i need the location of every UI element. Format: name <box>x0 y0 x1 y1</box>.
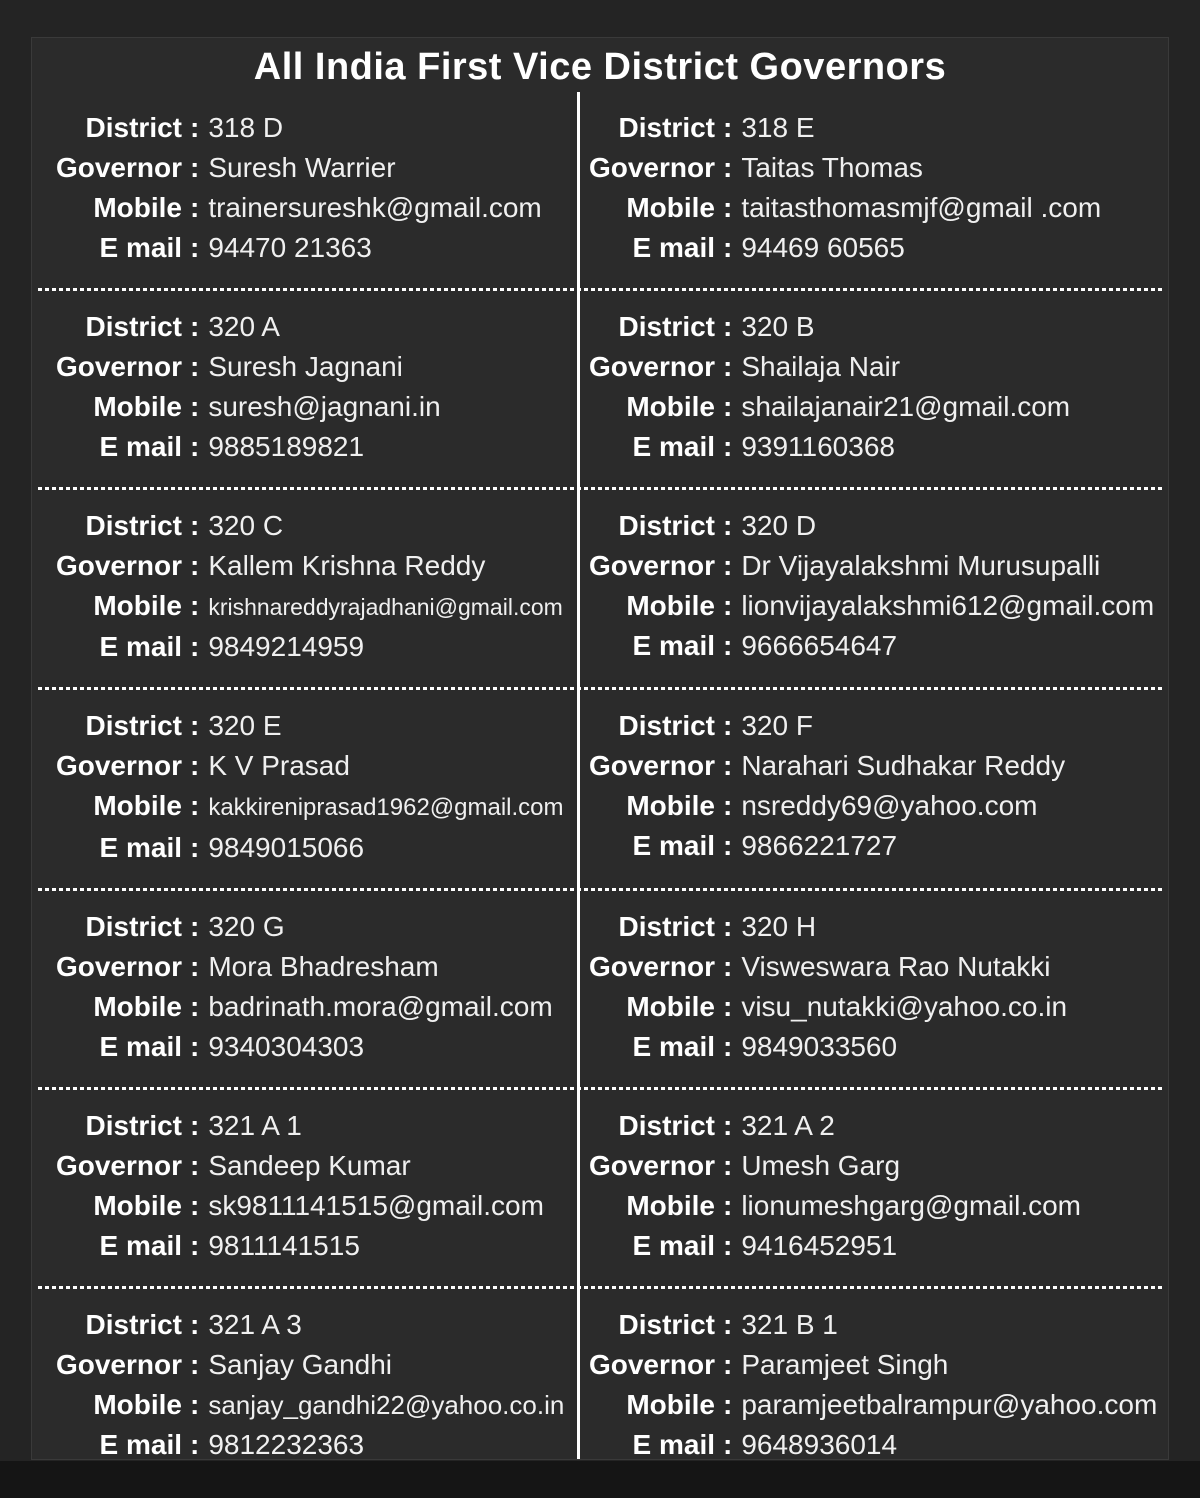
field-line-email <box>587 1425 1162 1460</box>
separator: : <box>723 510 733 541</box>
field-line-mobile <box>32 188 565 228</box>
governor-card-318d <box>32 108 577 268</box>
field-line-email <box>32 427 565 467</box>
separator: : <box>723 1110 733 1141</box>
separator: : <box>190 510 200 541</box>
governor-card-318e <box>577 108 1168 268</box>
separator: : <box>723 1031 733 1062</box>
separator: : <box>723 192 733 223</box>
separator: : <box>190 790 200 821</box>
separator: : <box>723 311 733 342</box>
district-value: 320 H <box>741 911 817 942</box>
field-line-email <box>587 626 1162 666</box>
separator: : <box>190 1389 200 1420</box>
separator: : <box>723 112 733 143</box>
separator: : <box>723 1429 733 1460</box>
email-label: E mail <box>99 1429 182 1460</box>
governor-label: Governor <box>55 152 182 183</box>
district-label: District <box>618 311 715 342</box>
field-line-mobile <box>587 188 1162 228</box>
mobile-value: badrinath.mora@gmail.com <box>208 991 553 1022</box>
governor-value: Visweswara Rao Nutakki <box>741 951 1051 982</box>
field-line-mobile <box>32 1385 565 1425</box>
field-line-governor <box>587 546 1162 586</box>
district-value: 318 E <box>741 112 815 143</box>
field-line-mobile <box>587 387 1162 427</box>
governor-value: Mora Bhadresham <box>208 951 439 982</box>
field-line-district <box>32 706 565 746</box>
email-value: 9849015066 <box>208 832 365 863</box>
mobile-value: lionumeshgarg@gmail.com <box>741 1190 1082 1221</box>
governor-card-321a2 <box>577 1106 1168 1266</box>
separator: : <box>723 710 733 741</box>
district-value: 318 D <box>208 112 284 143</box>
separator: : <box>723 1309 733 1340</box>
separator: : <box>723 1190 733 1221</box>
separator: : <box>190 431 200 462</box>
district-label: District <box>618 1309 715 1340</box>
email-value: 9666654647 <box>741 630 898 661</box>
field-line-email <box>32 1027 565 1067</box>
district-value: 321 B 1 <box>741 1309 838 1340</box>
separator: : <box>190 1031 200 1062</box>
mobile-value: sanjay_gandhi22@yahoo.co.in <box>208 1390 565 1420</box>
field-line-governor <box>587 947 1162 987</box>
separator: : <box>723 431 733 462</box>
email-label: E mail <box>99 631 182 662</box>
district-value: 321 A 3 <box>208 1309 302 1340</box>
separator: : <box>723 750 733 781</box>
separator: : <box>190 832 200 863</box>
email-label: E mail <box>99 1230 182 1261</box>
separator: : <box>190 391 200 422</box>
district-value: 320 F <box>741 710 813 741</box>
district-value: 320 A <box>208 311 280 342</box>
district-label: District <box>618 112 715 143</box>
governor-card-320g <box>32 907 577 1067</box>
mobile-value: shailajanair21@gmail.com <box>741 391 1071 422</box>
governor-value: Narahari Sudhakar Reddy <box>741 750 1066 781</box>
field-line-mobile <box>587 586 1162 626</box>
separator: : <box>190 1349 200 1380</box>
mobile-value: visu_nutakki@yahoo.co.in <box>741 991 1068 1022</box>
governor-label: Governor <box>55 951 182 982</box>
mobile-label: Mobile <box>93 192 182 223</box>
district-value: 320 E <box>208 710 282 741</box>
governor-label: Governor <box>55 1150 182 1181</box>
field-line-email <box>32 627 565 667</box>
email-value: 9849214959 <box>208 631 365 662</box>
email-value: 9391160368 <box>741 431 895 462</box>
separator: : <box>190 1110 200 1141</box>
email-label: E mail <box>632 232 715 263</box>
governor-card-320b <box>577 307 1168 467</box>
mobile-label: Mobile <box>93 1389 182 1420</box>
separator: : <box>723 351 733 382</box>
separator: : <box>190 590 200 621</box>
field-line-mobile <box>587 786 1162 826</box>
field-line-email <box>32 228 565 268</box>
field-line-district <box>32 907 565 947</box>
governor-label: Governor <box>588 750 715 781</box>
separator: : <box>723 232 733 263</box>
mobile-label: Mobile <box>626 590 715 621</box>
governors-row <box>32 690 1168 888</box>
mobile-value: taitasthomasmjf@gmail .com <box>741 192 1102 223</box>
governor-label: Governor <box>588 1349 715 1380</box>
field-line-email <box>587 1226 1162 1266</box>
governor-label: Governor <box>55 351 182 382</box>
governors-row <box>32 1289 1168 1460</box>
separator: : <box>190 750 200 781</box>
field-line-district <box>587 307 1162 347</box>
email-value: 9885189821 <box>208 431 365 462</box>
email-label: E mail <box>99 431 182 462</box>
separator: : <box>190 311 200 342</box>
district-value: 321 A 1 <box>208 1110 302 1141</box>
field-line-governor <box>32 1146 565 1186</box>
email-value: 9648936014 <box>741 1429 898 1460</box>
field-line-mobile <box>32 1186 565 1226</box>
governor-label: Governor <box>588 351 715 382</box>
governor-value: Umesh Garg <box>741 1150 901 1181</box>
mobile-label: Mobile <box>626 790 715 821</box>
separator: : <box>723 1389 733 1420</box>
separator: : <box>723 790 733 821</box>
district-label: District <box>85 311 182 342</box>
governor-value: Kallem Krishna Reddy <box>208 550 486 581</box>
email-value: 9811141515 <box>208 1230 360 1261</box>
field-line-district <box>32 1106 565 1146</box>
governor-value: Suresh Warrier <box>208 152 396 183</box>
field-line-governor <box>32 546 565 586</box>
separator: : <box>723 1230 733 1261</box>
mobile-value: paramjeetbalrampur@yahoo.com <box>741 1389 1158 1420</box>
field-line-district <box>587 1106 1162 1146</box>
email-label: E mail <box>632 830 715 861</box>
email-value: 9849033560 <box>741 1031 898 1062</box>
field-line-email <box>587 427 1162 467</box>
governor-card-320e <box>32 706 577 868</box>
separator: : <box>190 1190 200 1221</box>
separator: : <box>190 351 200 382</box>
field-line-district <box>32 506 565 546</box>
mobile-value: nsreddy69@yahoo.com <box>741 790 1038 821</box>
field-line-mobile <box>32 586 565 627</box>
district-label: District <box>618 911 715 942</box>
governors-row <box>32 490 1168 687</box>
field-line-district <box>32 108 565 148</box>
district-label: District <box>85 710 182 741</box>
field-line-email <box>32 1425 565 1460</box>
mobile-value: lionvijayalakshmi612@gmail.com <box>741 590 1155 621</box>
field-line-email <box>587 826 1162 866</box>
field-line-mobile <box>32 786 565 828</box>
separator: : <box>723 630 733 661</box>
governor-value: Dr Vijayalakshmi Murusupalli <box>741 550 1101 581</box>
governor-value: K V Prasad <box>208 750 350 781</box>
email-value: 9416452951 <box>741 1230 898 1261</box>
governor-card-321b1 <box>577 1305 1168 1460</box>
separator: : <box>190 550 200 581</box>
governor-label: Governor <box>588 1150 715 1181</box>
separator: : <box>723 830 733 861</box>
governor-label: Governor <box>55 550 182 581</box>
field-line-governor <box>32 148 565 188</box>
governors-row <box>32 291 1168 487</box>
governors-list-panel <box>31 37 1169 1460</box>
governors-row <box>32 1090 1168 1286</box>
mobile-label: Mobile <box>626 192 715 223</box>
field-line-district <box>587 1305 1162 1345</box>
separator: : <box>190 152 200 183</box>
email-label: E mail <box>99 1031 182 1062</box>
mobile-value: suresh@jagnani.in <box>208 391 441 422</box>
mobile-label: Mobile <box>93 391 182 422</box>
district-label: District <box>85 1110 182 1141</box>
mobile-value: kakkireniprasad1962@gmail.com <box>208 794 564 821</box>
field-line-district <box>587 706 1162 746</box>
email-label: E mail <box>99 832 182 863</box>
field-line-mobile <box>32 387 565 427</box>
separator: : <box>190 112 200 143</box>
governor-card-320c <box>32 506 577 667</box>
governor-label: Governor <box>588 550 715 581</box>
separator: : <box>723 550 733 581</box>
email-value: 9340304303 <box>208 1031 365 1062</box>
district-value: 320 B <box>741 311 815 342</box>
mobile-value: krishnareddyrajadhani@gmail.com <box>208 594 563 620</box>
governor-label: Governor <box>588 951 715 982</box>
field-line-governor <box>587 1345 1162 1385</box>
separator: : <box>190 951 200 982</box>
governors-row <box>32 92 1168 288</box>
email-value: 9866221727 <box>741 830 898 861</box>
email-label: E mail <box>632 1230 715 1261</box>
separator: : <box>190 1309 200 1340</box>
governors-row <box>32 891 1168 1087</box>
email-label: E mail <box>99 232 182 263</box>
mobile-label: Mobile <box>93 590 182 621</box>
field-line-governor <box>32 947 565 987</box>
separator: : <box>190 631 200 662</box>
district-value: 320 C <box>208 510 284 541</box>
governors-list-content <box>32 92 1168 1460</box>
email-label: E mail <box>632 630 715 661</box>
separator: : <box>190 991 200 1022</box>
governor-value: Suresh Jagnani <box>208 351 403 382</box>
separator: : <box>190 232 200 263</box>
field-line-district <box>32 1305 565 1345</box>
page-title: All India First Vice District Governors <box>253 46 947 88</box>
governor-value: Paramjeet Singh <box>741 1349 949 1380</box>
district-label: District <box>618 710 715 741</box>
separator: : <box>190 192 200 223</box>
separator: : <box>190 1230 200 1261</box>
field-line-governor <box>587 746 1162 786</box>
governor-value: Sandeep Kumar <box>208 1150 411 1181</box>
email-label: E mail <box>632 431 715 462</box>
field-line-mobile <box>32 987 565 1027</box>
separator: : <box>723 590 733 621</box>
email-label: E mail <box>632 1031 715 1062</box>
field-line-governor <box>587 347 1162 387</box>
district-value: 320 D <box>741 510 817 541</box>
governor-label: Governor <box>588 152 715 183</box>
field-line-district <box>587 907 1162 947</box>
mobile-label: Mobile <box>93 790 182 821</box>
district-label: District <box>85 112 182 143</box>
field-line-email <box>32 828 565 868</box>
separator: : <box>190 911 200 942</box>
bottom-margin <box>0 1461 1200 1498</box>
separator: : <box>723 911 733 942</box>
governor-label: Governor <box>55 750 182 781</box>
mobile-label: Mobile <box>626 1190 715 1221</box>
field-line-governor <box>32 347 565 387</box>
governor-card-321a1 <box>32 1106 577 1266</box>
field-line-district <box>587 108 1162 148</box>
field-line-governor <box>32 746 565 786</box>
district-value: 320 G <box>208 911 285 942</box>
district-value: 321 A 2 <box>741 1110 835 1141</box>
separator: : <box>190 1150 200 1181</box>
governor-card-320a <box>32 307 577 467</box>
separator: : <box>723 1150 733 1181</box>
district-label: District <box>618 1110 715 1141</box>
field-line-email <box>587 228 1162 268</box>
email-label: E mail <box>632 1429 715 1460</box>
separator: : <box>723 391 733 422</box>
governor-card-321a3 <box>32 1305 577 1460</box>
field-line-governor <box>587 148 1162 188</box>
mobile-label: Mobile <box>626 991 715 1022</box>
field-line-mobile <box>587 1385 1162 1425</box>
mobile-label: Mobile <box>93 991 182 1022</box>
field-line-mobile <box>587 1186 1162 1226</box>
separator: : <box>723 991 733 1022</box>
governor-card-320d <box>577 506 1168 667</box>
field-line-governor <box>32 1345 565 1385</box>
email-value: 9812232363 <box>208 1429 365 1460</box>
separator: : <box>723 152 733 183</box>
separator: : <box>190 1429 200 1460</box>
email-value: 94470 21363 <box>208 232 372 263</box>
field-line-district <box>587 506 1162 546</box>
governor-value: Sanjay Gandhi <box>208 1349 393 1380</box>
governor-value: Taitas Thomas <box>741 152 923 183</box>
governor-card-320h <box>577 907 1168 1067</box>
separator: : <box>723 1349 733 1380</box>
field-line-governor <box>587 1146 1162 1186</box>
district-label: District <box>618 510 715 541</box>
mobile-value: trainersureshk@gmail.com <box>208 192 542 223</box>
district-label: District <box>85 911 182 942</box>
separator: : <box>190 710 200 741</box>
field-line-mobile <box>587 987 1162 1027</box>
district-label: District <box>85 1309 182 1340</box>
field-line-district <box>32 307 565 347</box>
mobile-value: sk9811141515@gmail.com <box>208 1190 544 1221</box>
governor-value: Shailaja Nair <box>741 351 901 382</box>
mobile-label: Mobile <box>626 1389 715 1420</box>
governor-card-320f <box>577 706 1168 868</box>
field-line-email <box>587 1027 1162 1067</box>
governor-label: Governor <box>55 1349 182 1380</box>
mobile-label: Mobile <box>626 391 715 422</box>
district-label: District <box>85 510 182 541</box>
field-line-email <box>32 1226 565 1266</box>
separator: : <box>723 951 733 982</box>
mobile-label: Mobile <box>93 1190 182 1221</box>
column-divider <box>577 92 580 1460</box>
email-value: 94469 60565 <box>741 232 905 263</box>
